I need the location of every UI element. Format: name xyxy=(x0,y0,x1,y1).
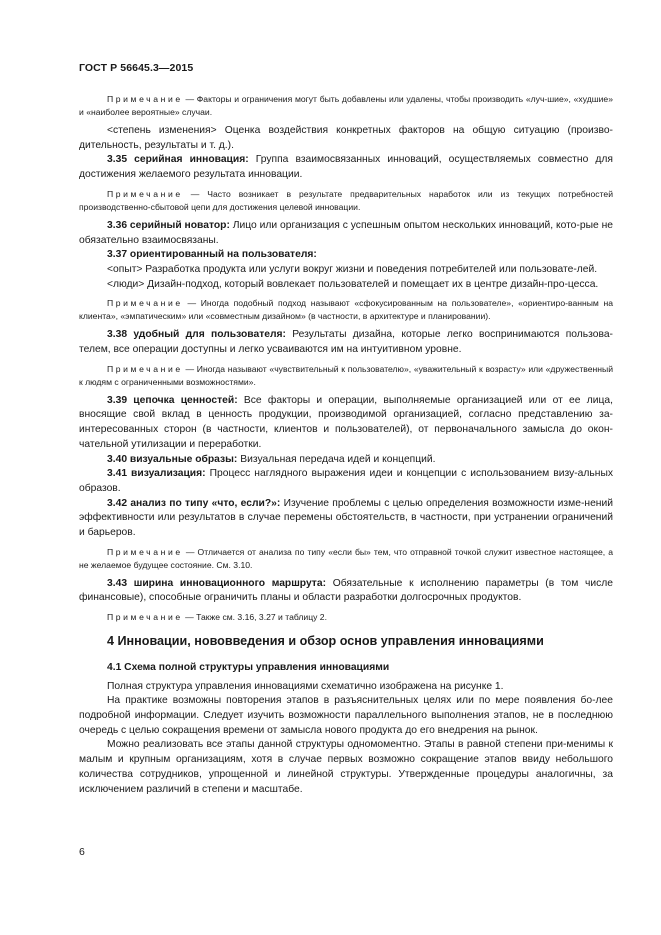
note-label: Примечание xyxy=(107,94,183,104)
subsection-heading-4-1: 4.1 Схема полной структуры управления инновациями xyxy=(107,661,390,673)
term-3-39: 3.39 цепочка ценностей: Все факторы и операции, выполняемые организацией или от ее лица, вносящие свой вклад в ценность продукции, производимой организацией, согласно представлению за-интересованных сторон (в частности, клиентов и пользователей), от первоначального замысла до окон-чательной утилизации и переработки. xyxy=(79,394,613,450)
term-3-37: 3.37 ориентированный на пользователя: xyxy=(107,249,317,261)
note-4: Примечание — Иногда называют «чувствительный к пользователю», «уважительный к возрасту» или «дружественный к людям с ограниченными возможностями». xyxy=(79,363,613,387)
term-3-38: 3.38 удобный для пользователя: Результаты дизайна, которые легко воспринимаются пользова-телем, все операции доступны и легко усваиваются им на интуитивном уровне. xyxy=(79,329,613,356)
document-body xyxy=(79,93,613,797)
term-3-43: 3.43 ширина инновационного маршрута: Обязательные к исполнению параметры (в том числе финансовые), способные ограничить планы и области разработки долгосрочных продуктов. xyxy=(79,577,613,604)
note-label: Примечание xyxy=(107,298,183,309)
note-label: Примечание xyxy=(107,188,183,199)
paragraph: Можно реализовать все этапы данной структуры одномоментно. Этапы в равной степени при-менимы к малым и крупным организациям, хотя в случае первых возможно сокращение этапов ввиду небольшого количества сотрудников, упрощенной и линейной структуры. Утвержденные процедуры аналогичны, за исключением различий в степени и масштабе. xyxy=(79,739,613,795)
paragraph: <опыт> Разработка продукта или услуги вокруг жизни и поведения потребителей или пользовате-лей. xyxy=(107,263,598,275)
note-6: Примечание — Также см. 3.16, 3.27 и таблицу 2. xyxy=(107,612,327,623)
note-label: Примечание xyxy=(107,612,183,623)
paragraph: Полная структура управления инновациями схематично изображена на рисунке 1. xyxy=(107,680,504,692)
note-3: Примечание — Иногда подобный подход называют «сфокусированным на пользователе», «ориентиро-ванным на клиента», «эмпатическим» или «совместным дизайном» (в частности, в архитектуре и планировании). xyxy=(79,298,613,322)
section-heading-4: 4 Инновации, нововведения и обзор основ управления инновациями xyxy=(107,634,544,649)
term-3-40: 3.40 визуальные образы: Визуальная передача идей и концепций. xyxy=(107,453,436,465)
note-5: Примечание — Отличается от анализа по типу «если бы» тем, что отправной точкой служит известное настоящее, а не желаемое будущее состояние. См. 3.10. xyxy=(79,546,613,570)
paragraph: На практике возможны повторения этапов в разъяснительных целях или по мере появления бо-лее подробной информации. Следует изучить возможности параллельного выполнения этапов, не в последнюю очередь с целью сокращения времени от замысла нового продукта до его внедрения на рынок. xyxy=(79,695,613,736)
note-label: Примечание xyxy=(107,546,183,557)
note-2: Примечание — Часто возникает в результате предварительных наработок или из текущих потребностей производственно-сбытовой цепи для достижения целевой инновации. xyxy=(79,188,614,212)
term-3-36: 3.36 серийный новатор: Лицо или организация с успешным опытом нескольких инноваций, кото-рые не обязательно взаимосвязаны. xyxy=(79,219,613,246)
note-label: Примечание xyxy=(107,363,183,374)
term-3-35: 3.35 серийная инновация: Группа взаимосвязанных инноваций, осуществляемых совместно для достижения желаемого результата инновации. xyxy=(79,154,613,181)
term-3-41: 3.41 визуализация: Процесс наглядного выражения идеи и концепции с использованием визу-альных образов. xyxy=(79,468,614,494)
document-header: ГОСТ Р 56645.3—2015 xyxy=(79,62,194,74)
paragraph: <степень изменения> Оценка воздействия конкретных факторов на общую ситуацию (произво-дительность, результаты и т. д.). xyxy=(79,125,613,151)
term-3-42: 3.42 анализ по типу «что, если?»: Изучение проблемы с целью определения возможности изме-нений эффективности или результатов в случае перемены обстоятельств, в частности, при устранении ограничений и барьеров. xyxy=(79,497,613,539)
paragraph: <люди> Дизайн-подход, который вовлекает пользователей и помещает их в центре дизайн-про-цесса. xyxy=(107,278,599,290)
note-1: Примечание — Факторы и ограничения могут быть добавлены или удалены, чтобы производить «луч-шие», «худшие» и «наиболее вероятные» случаи. xyxy=(79,94,613,117)
page-number: 6 xyxy=(79,846,85,858)
